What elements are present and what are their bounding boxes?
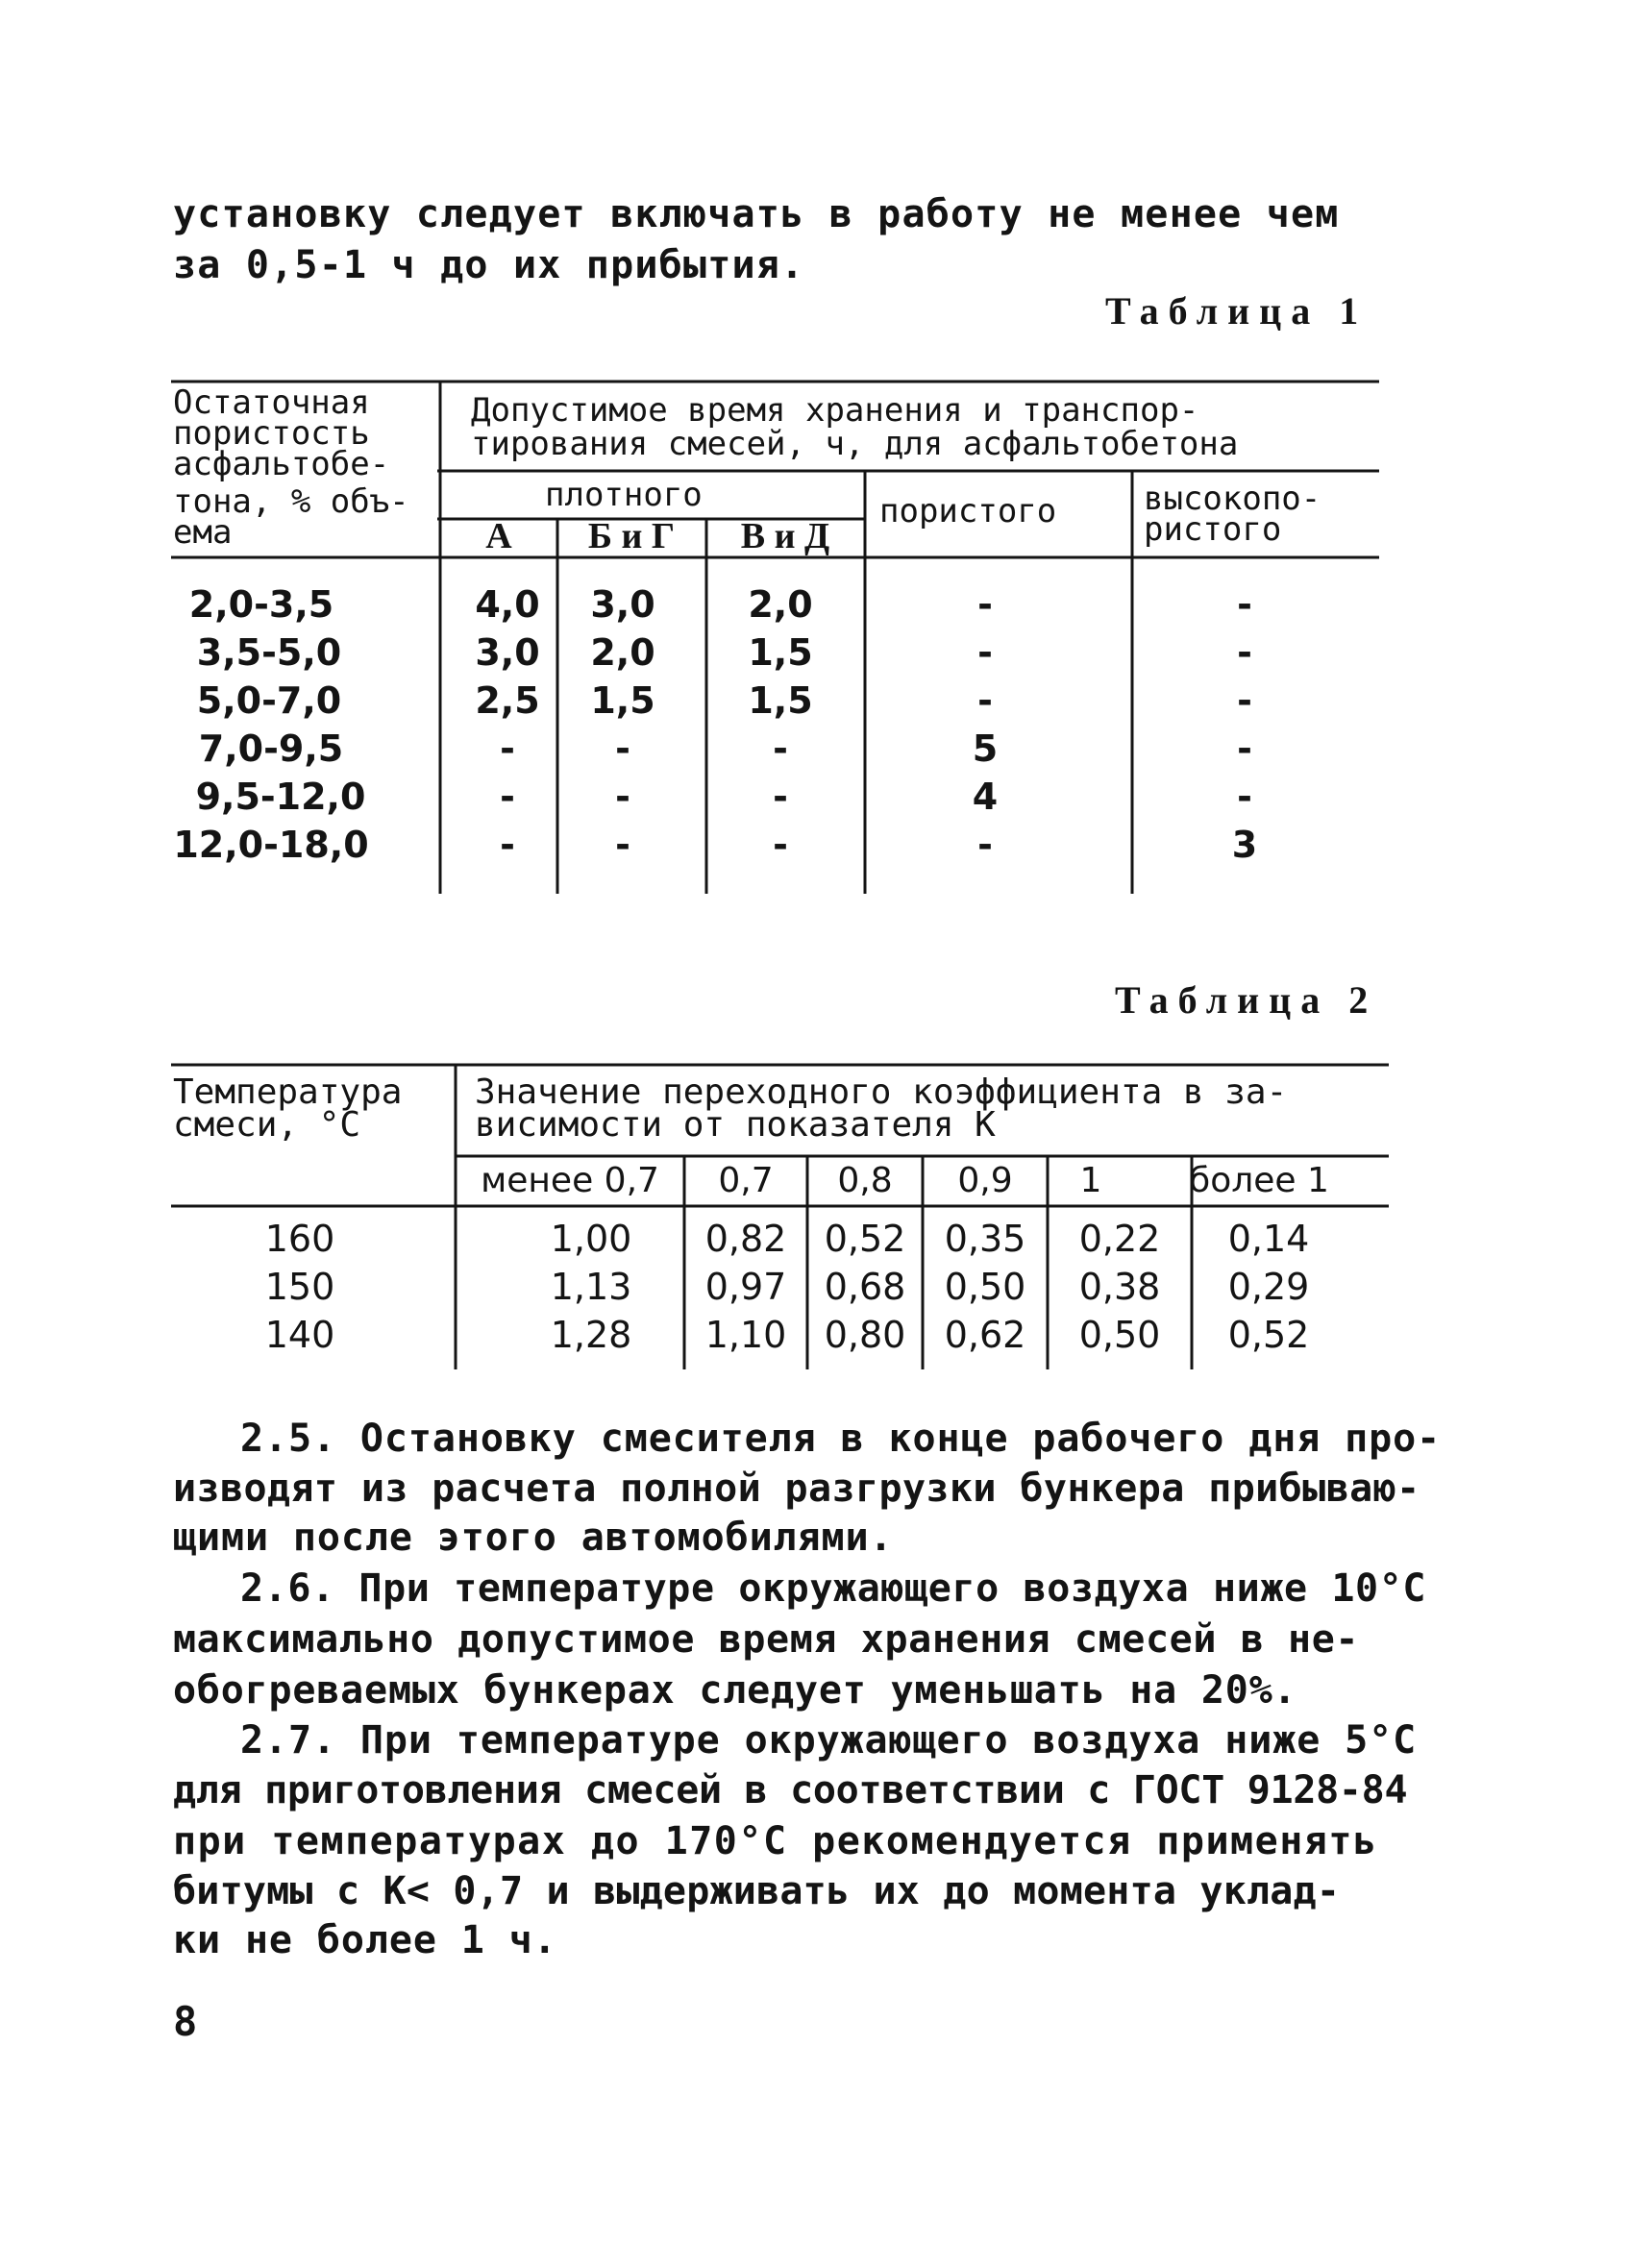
t1-r5-highly: - (1237, 776, 1252, 818)
t2-r3-07: 1,10 (704, 1314, 787, 1356)
t2-rowhead-1: Температура (173, 1072, 403, 1112)
t2-r1-lt07: 1,00 (550, 1218, 632, 1260)
t2-r1-08: 0,52 (824, 1218, 906, 1260)
t1-r3-porous: - (977, 679, 993, 722)
t1-r6-vd: - (773, 824, 788, 866)
t1-subcol-a: А (485, 516, 512, 556)
t1-rowhead-1: Остаточная (173, 383, 370, 422)
p25-line-2: изводят из расчета полной разгрузки бункера прибываю- (173, 1467, 1420, 1511)
t1-rowhead-2: пористость (173, 414, 370, 453)
p25-line-1: 2.5. Остановку смесителя в конце рабочего дня про- (240, 1417, 1442, 1461)
t2-subcol-1: 1 (1079, 1161, 1102, 1200)
t2-r1-07: 0,82 (704, 1218, 787, 1260)
t1-r6-porous: - (977, 824, 993, 866)
t1-r3-highly: - (1237, 679, 1252, 722)
t1-subcol-bg: Б и Г (587, 516, 676, 556)
t2-r2-07: 0,97 (704, 1266, 787, 1308)
t2-subcol-09: 0,9 (957, 1161, 1013, 1200)
t1-r2-bg: 2,0 (590, 631, 655, 674)
t1-porous-label: пористого (879, 492, 1057, 530)
t2-r2-gt1: 0,29 (1227, 1266, 1310, 1308)
t2-r1-temp: 160 (264, 1218, 335, 1260)
t1-r2-a: 3,0 (475, 631, 540, 674)
p26-line-3: обогреваемых бункерах следует уменьшать на 20%. (173, 1668, 1297, 1713)
intro-line-1: установку следует включать в работу не менее чем (173, 192, 1340, 236)
t2-r2-08: 0,68 (824, 1266, 906, 1308)
t2-rowhead-2: смеси, °С (173, 1105, 361, 1145)
t2-r3-lt07: 1,28 (550, 1314, 632, 1356)
t2-subcol-gt1: более 1 (1189, 1161, 1329, 1200)
t1-r5-porous: 4 (972, 776, 999, 818)
t1-r4-bg: - (615, 727, 630, 770)
t1-r3-vd: 1,5 (748, 679, 813, 722)
t2-r2-09: 0,50 (944, 1266, 1026, 1308)
t1-r2-porous: - (977, 631, 993, 674)
t1-group-line-2: тирования смесей, ч, для асфальтобетона (471, 425, 1239, 463)
t1-r5-range: 9,5-12,0 (195, 776, 366, 818)
t2-r2-lt07: 1,13 (550, 1266, 632, 1308)
t2-r3-gt1: 0,52 (1227, 1314, 1310, 1356)
t1-rowhead-4: тона, % объ- (173, 482, 409, 521)
table1-caption: Таблица 1 (1105, 289, 1369, 333)
p27-line-4: битумы с К< 0,7 и выдерживать их до момента уклад- (173, 1869, 1341, 1913)
t1-r4-vd: - (773, 727, 788, 770)
t1-r5-bg: - (615, 776, 630, 818)
t2-r3-09: 0,62 (944, 1314, 1026, 1356)
t2-subcol-07: 0,7 (718, 1161, 774, 1200)
t1-r3-bg: 1,5 (590, 679, 655, 722)
t1-rowhead-3: асфальтобе- (173, 445, 390, 483)
t1-r3-a: 2,5 (475, 679, 540, 722)
t2-r1-1: 0,22 (1078, 1218, 1161, 1260)
t1-r6-range: 12,0-18,0 (173, 824, 369, 866)
p26-line-2: максимально допустимое время хранения смесей в не- (173, 1617, 1360, 1662)
t1-r4-porous: 5 (972, 727, 999, 770)
t2-r2-1: 0,38 (1078, 1266, 1161, 1308)
t1-highly-porous-2: ристого (1144, 510, 1282, 549)
t1-r1-bg: 3,0 (590, 583, 655, 626)
intro-line-2: за 0,5-1 ч до их прибытия. (173, 243, 805, 287)
t1-r2-range: 3,5-5,0 (196, 631, 342, 674)
t1-r1-porous: - (977, 583, 993, 626)
t2-subcol-08: 0,8 (837, 1161, 893, 1200)
t1-dense-label: плотного (545, 476, 703, 514)
t1-rowhead-5: ема (173, 513, 233, 552)
t1-r1-a: 4,0 (475, 583, 540, 626)
t2-r3-1: 0,50 (1078, 1314, 1161, 1356)
page-number: 8 (173, 1998, 198, 2045)
t2-r1-09: 0,35 (944, 1218, 1026, 1260)
p27-line-3: при температурах до 170°С рекомендуется применять (173, 1819, 1378, 1863)
table2-caption: Таблица 2 (1115, 978, 1378, 1022)
t1-r4-a: - (500, 727, 515, 770)
p27-line-2: для приготовления смесей в соответствии с ГОСТ 9128-84 (173, 1768, 1408, 1812)
t2-r2-temp: 150 (264, 1266, 335, 1308)
t1-r2-highly: - (1237, 631, 1252, 674)
t1-subcol-vd: В и Д (740, 516, 830, 556)
t1-group-line-1: Допустимое время хранения и транспор- (471, 391, 1199, 430)
t1-r1-highly: - (1237, 583, 1252, 626)
p25-line-3: щими после этого автомобилями. (173, 1516, 894, 1560)
t1-r5-a: - (500, 776, 515, 818)
t1-r4-range: 7,0-9,5 (198, 727, 344, 770)
p26-line-1: 2.6. При температуре окружающего воздуха ниже 10°С (240, 1566, 1427, 1611)
t2-group-line-1: Значение переходного коэффициента в за- (475, 1072, 1288, 1112)
t2-r3-08: 0,80 (824, 1314, 906, 1356)
t2-r1-gt1: 0,14 (1227, 1218, 1310, 1260)
p27-line-5: ки не более 1 ч. (173, 1918, 557, 1962)
t1-r2-vd: 1,5 (748, 631, 813, 674)
t1-r5-vd: - (773, 776, 788, 818)
t2-r3-temp: 140 (264, 1314, 335, 1356)
t1-highly-porous-1: высокопо- (1144, 480, 1321, 518)
t1-r3-range: 5,0-7,0 (196, 679, 342, 722)
t1-r1-vd: 2,0 (748, 583, 813, 626)
t1-r4-highly: - (1237, 727, 1252, 770)
t1-r6-highly: 3 (1231, 824, 1258, 866)
t2-subcol-lt07: менее 0,7 (481, 1161, 659, 1200)
t1-r6-a: - (500, 824, 515, 866)
t1-r1-range: 2,0-3,5 (188, 583, 334, 626)
t2-group-line-2: висимости от показателя К (475, 1105, 996, 1145)
t1-r6-bg: - (615, 824, 630, 866)
p27-line-1: 2.7. При температуре окружающего воздуха ниже 5°С (240, 1718, 1418, 1763)
